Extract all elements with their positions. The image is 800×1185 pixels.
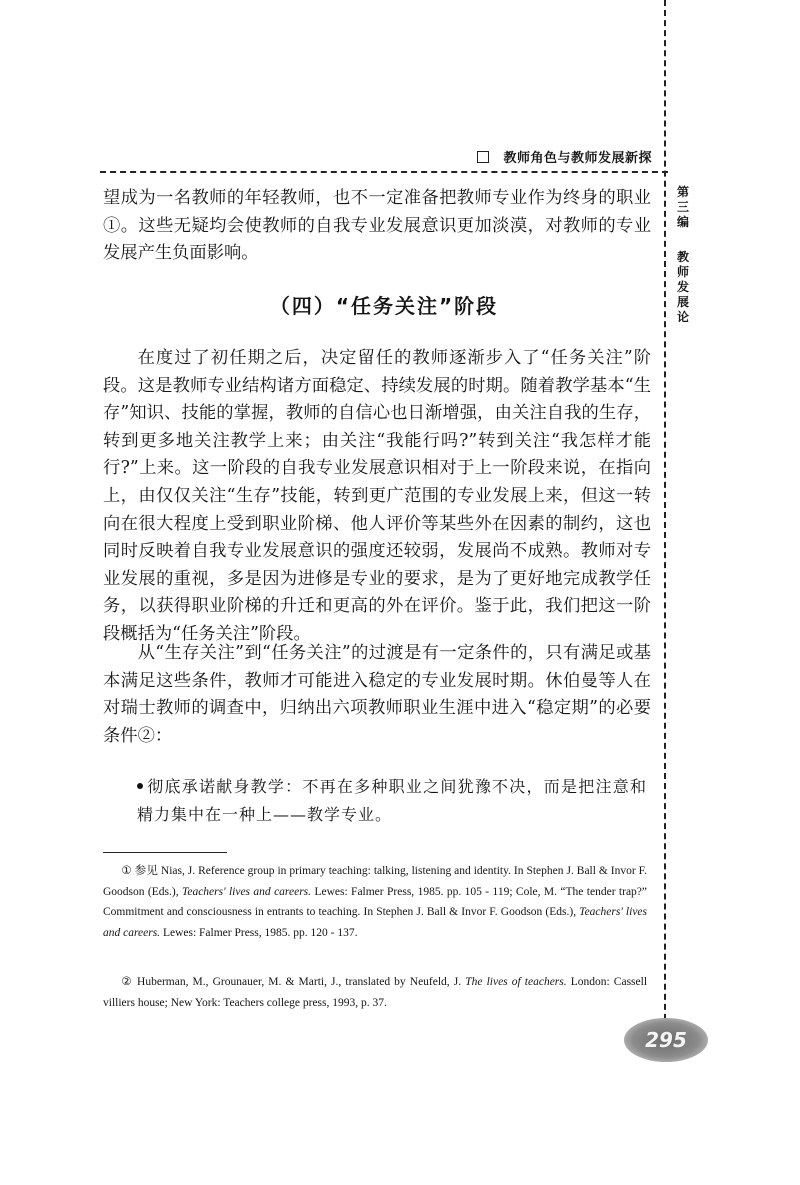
running-head-title: 教师角色与教师发展新探 — [503, 151, 652, 166]
footnote-1-tail: Lewes: Falmer Press, 1985. pp. 120 - 137. — [162, 926, 358, 939]
square-icon — [477, 151, 489, 163]
paragraph-transition: 从“生存关注”到“任务关注”的过渡是有一定条件的，只有满足或基本满足这些条件，教师才可能进入稳定的专业发展时期。休伯曼等人在对瑞士教师的调查中，归纳出六项教师职业生涯中进入“稳定期”的必要条件②： — [103, 643, 651, 746]
footnote-rule — [103, 852, 227, 853]
side-tab-part: 第三编 — [676, 185, 689, 229]
footnote-2-book-title: The lives of teachers. — [465, 976, 567, 988]
side-tab — [673, 185, 693, 325]
paragraph-task-focus: 在度过了初任期之后，决定留任的教师逐渐步入了“任务关注”阶段。这是教师专业结构诸方面稳定、持续发展的时期。随着教学基本“生存”知识、技能的掌握，教师的自信心也日渐增强，由关注自我的生存，转到更多地关注教学上来；由关注“我能行吗?”转到关注“我怎样才能行?”上来。这一阶段的自我专业发展意识相对于上一阶段来说，在指向上，由仅仅关注“生存”技能，转到更广范围的专业发展上来，但这一转向在很大程度上受到职业阶梯、他人评价等某些外在因素的制约，这也同时反映着自我专业发展意识的强度还较弱，发展尚不成熟。教师对专业发展的重视，多是因为进修是专业的要求，是为了更好地完成教学任务，以获得职业阶梯的升迁和更高的外在评价。鉴于此，我们把这一阶段概括为“任务关注”阶段。 — [103, 348, 651, 644]
footnote-1 — [103, 860, 647, 943]
footnote-1-marker: ① — [121, 863, 132, 877]
footnote-2-marker: ② — [121, 974, 133, 988]
section-heading: （四）“任务关注”阶段 — [269, 294, 499, 318]
footnote-1-book-title: Teachers' lives and careers. — [182, 885, 312, 898]
footnote-2-lead: Huberman, M., Grounauer, M. & Marti, J., translated by Neufeld, J. — [137, 976, 462, 988]
bullet-item — [137, 773, 647, 829]
bullet-dot-icon — [137, 783, 143, 789]
footnote-2-tail: London: Cassell villiers house; New York: Teachers college press, 1993, p. 37. — [103, 976, 648, 1009]
footnote-1-lead: 参见 Nias, J. Reference group in primary teaching: talking, listening and identity. In Stephen J. Ball & Invor F. Goodson (Eds.), — [103, 865, 648, 898]
side-tab-title: 教师发展论 — [676, 250, 689, 324]
footnote-1-book-title-2: Teachers' lives and careers. — [103, 906, 648, 939]
footnote-1-mid: Lewes: Falmer Press, 1985. pp. 105 - 119; Cole, M. “The tender trap?” Commitment and consciousness in entrants to teaching. In Stephen J. Ball & Invor F. Goodson (Eds.), — [103, 885, 648, 918]
page-number: 295 — [624, 1018, 708, 1062]
paragraph-intro: 望成为一名教师的年轻教师，也不一定准备把教师专业作为终身的职业①。这些无疑均会使教师的自我专业发展意识更加淡漠，对教师的专业发展产生负面影响。 — [103, 188, 651, 264]
bullet-text: 彻底承诺献身教学：不再在多种职业之间犹豫不决，而是把注意和精力集中在一种上——教学专业。 — [137, 777, 647, 824]
margin-dashed-rule — [664, 0, 666, 1040]
footnote-2 — [103, 971, 647, 1013]
running-head — [477, 147, 652, 166]
header-dashed-rule — [100, 171, 668, 173]
